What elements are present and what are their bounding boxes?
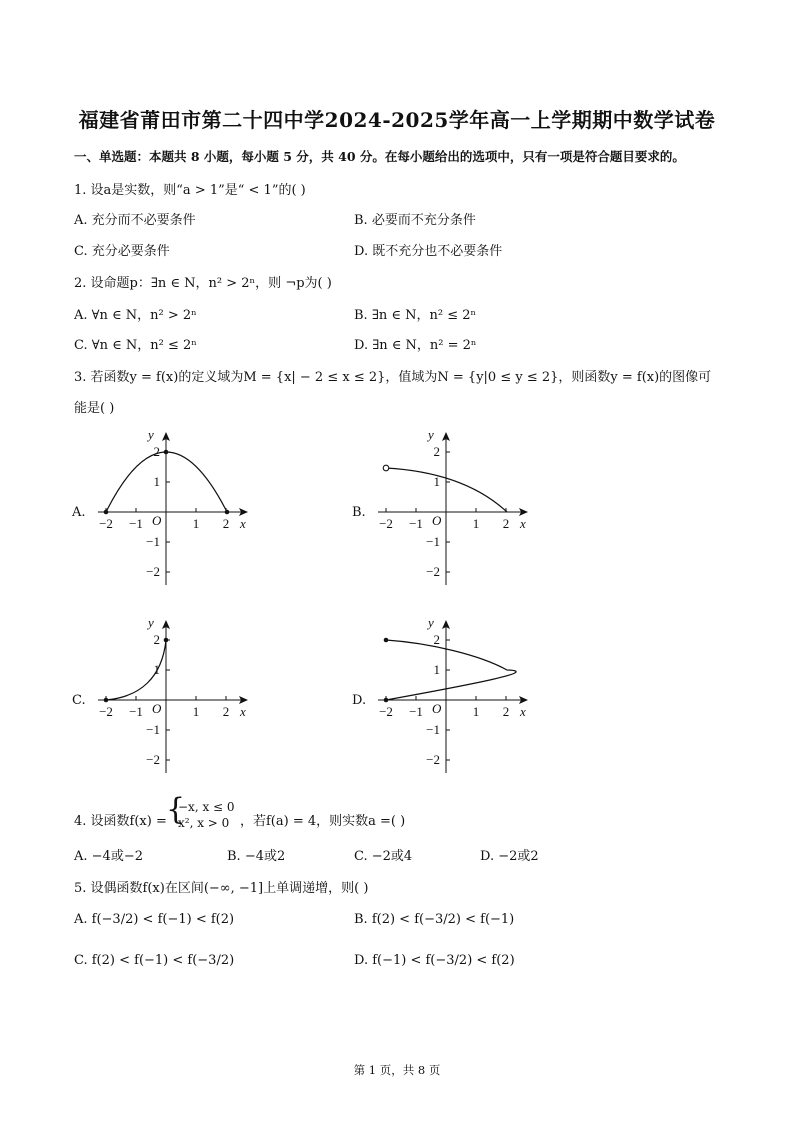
graph-axes (378, 427, 528, 585)
graph-b-open-point (383, 465, 389, 471)
y-tick-label: −2 (426, 564, 440, 579)
q4-option-c[interactable]: C. −2或4 (354, 849, 413, 864)
y-axis-label: y (148, 615, 154, 630)
question-2-stem: 2. 设命题p：∃n ∈ N，n² > 2ⁿ，则 ¬p为( ) (74, 276, 332, 291)
origin-label: O (432, 701, 442, 716)
x-tick-label: −2 (99, 516, 113, 531)
q3-graph-d[interactable] (370, 613, 540, 787)
graph-d-point-top (384, 638, 389, 643)
question-5-stem: 5. 设偶函数f(x)在区间(−∞, −1]上单调递增，则( ) (74, 881, 369, 896)
origin-label: O (152, 701, 162, 716)
y-tick-label: 1 (433, 662, 440, 677)
question-4-stem-pre: 4. 设函数f(x) = (74, 814, 167, 829)
q3-graph-c[interactable] (90, 613, 260, 787)
piecewise-case-2: x², x > 0 (178, 816, 230, 830)
x-tick-label: −1 (409, 516, 423, 531)
y-axis-label: y (428, 615, 434, 630)
y-tick-label: −1 (426, 722, 440, 737)
x-tick-label: −2 (99, 704, 113, 719)
x-tick-label: 1 (192, 704, 200, 719)
x-tick-label: −1 (409, 704, 423, 719)
q1-option-c[interactable]: C. 充分必要条件 (74, 244, 170, 259)
graph-a-point-top (164, 450, 169, 455)
x-tick-label: −1 (129, 516, 143, 531)
piecewise-case-1: −x, x ≤ 0 (178, 800, 235, 814)
y-tick-label: −2 (146, 564, 160, 579)
graph-a-point-right (225, 510, 230, 515)
q4-option-d[interactable]: D. −2或2 (480, 849, 539, 864)
q2-option-d[interactable]: D. ∃n ∈ N，n² = 2ⁿ (354, 338, 477, 353)
graph-a-point-left (104, 510, 109, 515)
graph-c-svg (90, 613, 260, 783)
q1-option-b[interactable]: B. 必要而不充分条件 (354, 213, 476, 228)
graph-c-curve (106, 640, 166, 700)
q5-option-a[interactable]: A. f(−3/2) < f(−1) < f(2) (74, 912, 235, 927)
piecewise-brace: { (166, 792, 186, 827)
q3-option-c-label[interactable]: C. (72, 693, 86, 708)
x-tick-label: 1 (472, 704, 480, 719)
q2-option-b[interactable]: B. ∃n ∈ N，n² ≤ 2ⁿ (354, 308, 477, 323)
q2-option-c[interactable]: C. ∀n ∈ N，n² ≤ 2ⁿ (74, 338, 197, 353)
origin-label: O (152, 513, 162, 528)
x-tick-label: 2 (502, 704, 510, 719)
x-tick-label: −2 (379, 704, 393, 719)
graph-axes (98, 427, 248, 585)
y-tick-label: −1 (146, 534, 160, 549)
q3-option-d-label[interactable]: D. (352, 693, 367, 708)
q5-option-c[interactable]: C. f(2) < f(−1) < f(−3/2) (74, 953, 235, 968)
question-1-stem: 1. 设a是实数，则“a > 1”是“ < 1”的( ) (74, 183, 306, 198)
q3-option-b-label[interactable]: B. (352, 505, 366, 520)
graph-c-point-top (164, 638, 169, 643)
x-tick-label: −1 (129, 704, 143, 719)
q1-option-d[interactable]: D. 既不充分也不必要条件 (354, 244, 503, 259)
x-axis-label: x (520, 516, 526, 531)
y-axis-label: y (428, 427, 434, 442)
y-tick-label: 1 (153, 662, 160, 677)
y-tick-label: 2 (433, 632, 440, 647)
q3-graph-b[interactable] (370, 425, 540, 599)
q3-option-a-label[interactable]: A. (72, 505, 86, 520)
y-tick-label: 2 (433, 444, 440, 459)
y-tick-label: −1 (146, 722, 160, 737)
q5-option-d[interactable]: D. f(−1) < f(−3/2) < f(2) (354, 953, 515, 968)
y-tick-label: −1 (426, 534, 440, 549)
y-axis-label: y (148, 427, 154, 442)
page-title: 福建省莆田市第二十四中学2024-2025学年高一上学期期中数学试卷 (78, 108, 716, 132)
q5-option-b[interactable]: B. f(2) < f(−3/2) < f(−1) (354, 912, 515, 927)
graph-b-svg (370, 425, 540, 595)
question-3-stem-line1: 3. 若函数y = f(x)的定义域为M = {x| − 2 ≤ x ≤ 2}，值域为N = {y|0 ≤ y ≤ 2}，则函数y = f(x)的图像可 (74, 370, 712, 385)
q3-graph-a[interactable] (90, 425, 260, 599)
x-tick-label: 2 (222, 516, 230, 531)
x-axis-label: x (520, 704, 526, 719)
graph-d-curve (386, 640, 516, 700)
x-tick-label: 2 (502, 516, 510, 531)
graph-axes (378, 615, 528, 773)
question-4-stem-post: ，若f(a) = 4，则实数a =( ) (240, 814, 406, 829)
q4-option-b[interactable]: B. −4或2 (227, 849, 286, 864)
x-tick-label: 1 (472, 516, 480, 531)
page-footer: 第 1 页，共 8 页 (353, 1063, 441, 1077)
q4-option-a[interactable]: A. −4或−2 (74, 849, 143, 864)
x-axis-label: x (240, 516, 246, 531)
y-tick-label: −2 (146, 752, 160, 767)
y-tick-label: 2 (153, 444, 160, 459)
origin-label: O (432, 513, 442, 528)
section-heading: 一、单选题：本题共 8 小题，每小题 5 分，共 40 分。在每小题给出的选项中，只有一项是符合题目要求的。 (74, 149, 685, 164)
y-tick-label: −2 (426, 752, 440, 767)
y-tick-label: 1 (433, 474, 440, 489)
x-axis-label: x (240, 704, 246, 719)
graph-a-svg (90, 425, 260, 595)
graph-d-point-bottom (384, 698, 389, 703)
graph-d-svg (370, 613, 540, 783)
q2-option-a[interactable]: A. ∀n ∈ N，n² > 2ⁿ (74, 308, 197, 323)
y-tick-label: 1 (153, 474, 160, 489)
question-3-stem-line2: 能是( ) (74, 401, 115, 416)
x-tick-label: −2 (379, 516, 393, 531)
graph-axes (98, 615, 248, 773)
x-tick-label: 1 (192, 516, 200, 531)
y-tick-label: 2 (153, 632, 160, 647)
q1-option-a[interactable]: A. 充分而不必要条件 (74, 213, 196, 228)
x-tick-label: 2 (222, 704, 230, 719)
graph-c-point-left (104, 698, 109, 703)
